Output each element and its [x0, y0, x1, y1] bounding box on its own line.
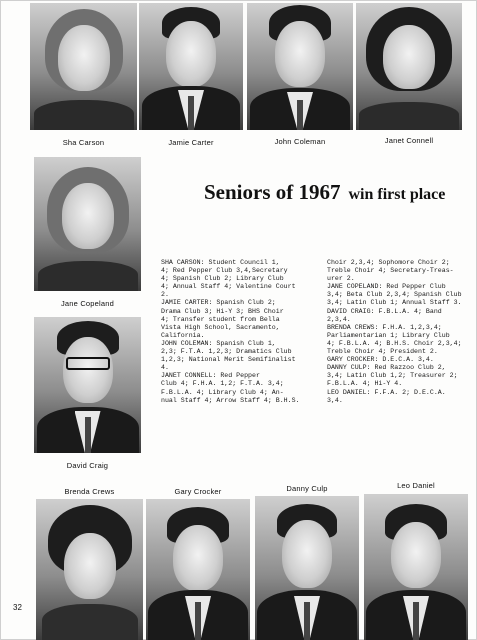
bio-line: GARY CROCKER: D.E.C.A. 3,4. [327, 356, 434, 364]
bio-line: 4; Red Pepper Club 3,4,Secretary [161, 267, 288, 275]
bio-line: Vista High School, Sacramento, [161, 323, 280, 331]
bio-line: 2,3,4. [327, 315, 351, 323]
bio-column-right [327, 259, 472, 405]
bio-line: Drama Club 3; Hi-Y 3; BHS Choir [161, 307, 284, 315]
bio-line: 3,4; Latin Club 1,2; Treasurer 2; [327, 372, 458, 380]
caption-leo-daniel: Leo Daniel [397, 481, 435, 490]
bio-line: BRENDA CREWS: F.H.A. 1,2,3,4; [327, 323, 442, 331]
bio-line: 3,4; Latin Club 1; Annual Staff 3. [327, 299, 462, 307]
bio-line: Treble Choir 4; Secretary-Treas- [327, 267, 454, 275]
bio-line: JANET CONNELL: Red Pepper [161, 372, 260, 380]
bio-line: F.B.L.A. 4; Hi-Y 4. [327, 380, 403, 388]
bio-column-left [161, 259, 321, 405]
bio-line: 4. [161, 364, 169, 372]
bio-line: 4; Transfer student from Bella [161, 315, 280, 323]
bio-line: 1,2,3; National Merit Semifinalist [161, 356, 296, 364]
bio-line: 3,4. [327, 396, 343, 404]
bio-line: Club 4; F.H.A. 1,2; F.T.A. 3,4; [161, 380, 284, 388]
caption-danny-culp: Danny Culp [286, 484, 328, 493]
bio-line: 3,4; Beta Club 2,3,4; Spanish Club [327, 291, 462, 299]
caption-jane-copeland: Jane Copeland [60, 299, 115, 308]
caption-sha-carson: Sha Carson [62, 138, 105, 147]
portrait-jane-copeland [34, 157, 141, 291]
bio-line: California. [161, 331, 205, 339]
portrait-john-coleman [247, 3, 353, 130]
bio-line: Treble Choir 4; President 2. [327, 348, 438, 356]
bio-line: nual Staff 4; Arrow Staff 4; B.H.S. [161, 396, 300, 404]
bio-line: urer 2. [327, 275, 355, 283]
caption-john-coleman: John Coleman [274, 137, 326, 146]
caption-janet-connell: Janet Connell [384, 136, 434, 145]
portrait-jamie-carter [139, 3, 243, 130]
bio-line: Choir 2,3,4; Sophomore Choir 2; [327, 259, 450, 266]
portrait-sha-carson [30, 3, 137, 130]
headline-main: Seniors of 1967 [204, 180, 341, 204]
caption-david-craig: David Craig [66, 461, 109, 470]
caption-brenda-crews: Brenda Crews [64, 487, 115, 496]
page-number: 32 [13, 603, 22, 612]
portrait-danny-culp [255, 496, 359, 640]
portrait-brenda-crews [36, 499, 143, 640]
bio-line: JANE COPELAND: Red Pepper Club [327, 283, 446, 291]
bio-line: JOHN COLEMAN: Spanish Club 1, [161, 339, 276, 347]
headline-sub: win first place [348, 186, 446, 203]
bio-line: 2,3; F.T.A. 1,2,3; Dramatics Club [161, 348, 292, 356]
caption-gary-crocker: Gary Crocker [174, 487, 222, 496]
bio-line: JAMIE CARTER: Spanish Club 2; [161, 299, 276, 307]
bio-line: LEO DANIEL: F.F.A. 2; D.E.C.A. [327, 388, 446, 396]
page-headline [204, 180, 445, 205]
caption-jamie-carter: Jamie Carter [168, 138, 214, 147]
portrait-gary-crocker [146, 499, 250, 640]
bio-line: DANNY CULP: Red Razzoo Club 2, [327, 364, 446, 372]
bio-line: Parliamentarian 1; Library Club [327, 331, 450, 339]
portrait-david-craig [34, 317, 141, 453]
portrait-leo-daniel [364, 494, 468, 640]
bio-line: 4; F.B.L.A. 4; B.H.S. Choir 2,3,4; [327, 339, 462, 347]
bio-line: 4; Annual Staff 4; Valentine Court [161, 283, 296, 291]
bio-line: SHA CARSON: Student Council 1, [161, 259, 280, 266]
portrait-janet-connell [356, 3, 462, 130]
bio-line: 4; Spanish Club 2; Library Club [161, 275, 284, 283]
bio-line: DAVID CRAIG: F.B.L.A. 4; Band [327, 307, 442, 315]
bio-line: F.B.L.A. 4; Library Club 4; An- [161, 388, 284, 396]
bio-line: 2. [161, 291, 169, 299]
